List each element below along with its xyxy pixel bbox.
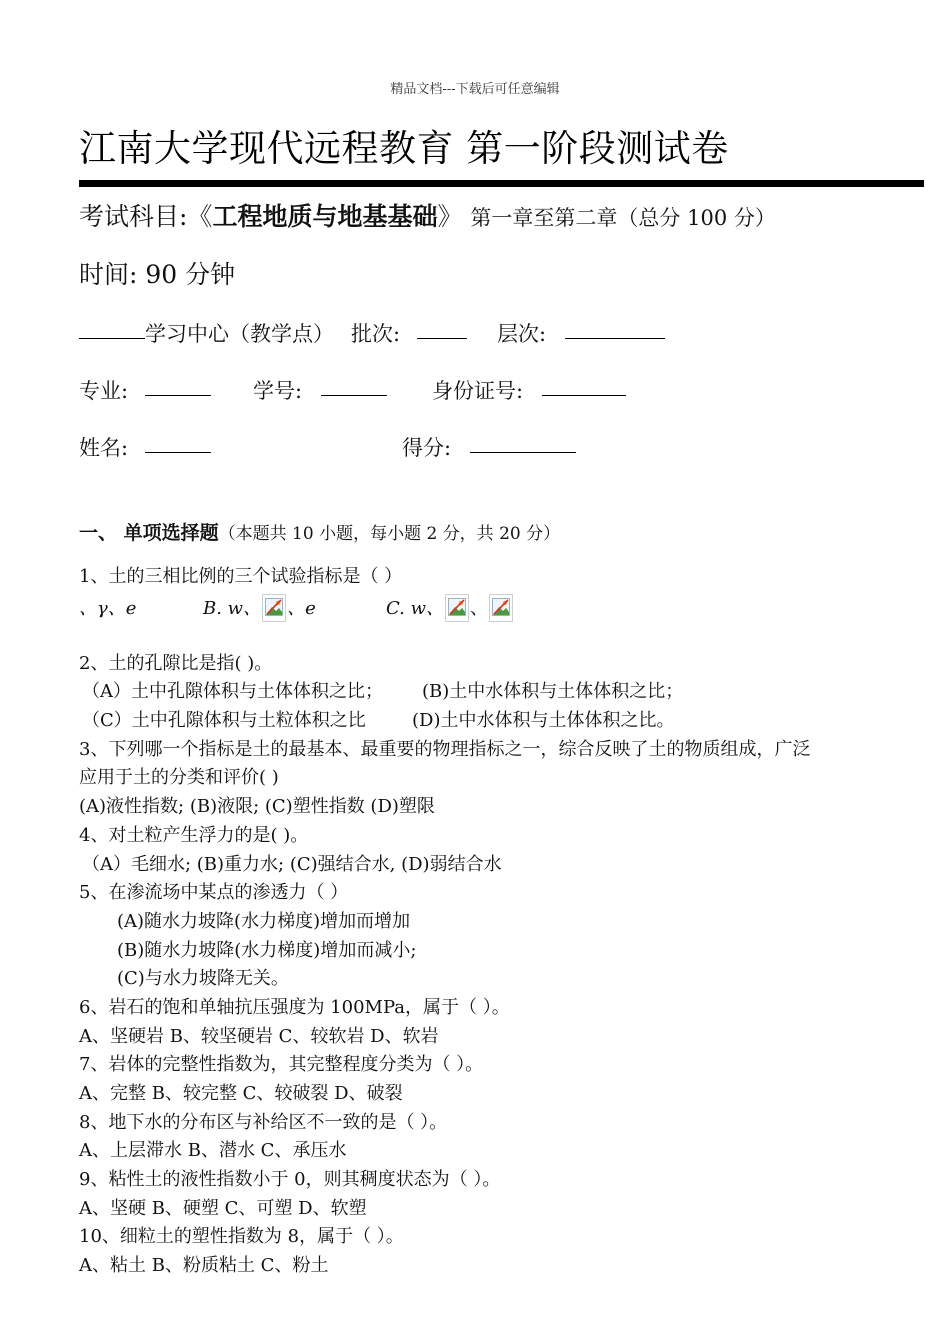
broken-image-icon	[262, 594, 286, 622]
level-label: 层次:	[497, 322, 547, 346]
center-field	[79, 318, 334, 348]
q2-option-d: (D)土中水体积与土体体积之比。	[412, 710, 675, 731]
question-4: 4、对土粒产生浮力的是( )。	[79, 825, 309, 846]
q1-option-b-prefix: B. w、	[203, 598, 262, 619]
score-blank[interactable]	[470, 451, 576, 453]
question-8: 8、地下水的分布区与补给区不一致的是（ ）。	[79, 1112, 448, 1133]
question-2: 2、土的孔隙比是指( )。	[79, 653, 273, 674]
score-label: 得分:	[402, 436, 452, 460]
id-card-label: 身份证号:	[432, 379, 524, 403]
q1-option-b-suffix: 、e	[287, 598, 316, 619]
id-card-blank[interactable]	[542, 394, 626, 396]
major-field	[79, 375, 211, 405]
watermark-text: 精品文档---下载后可任意编辑	[390, 82, 560, 97]
section-title: 一、 单项选择题	[79, 522, 219, 544]
q1-option-c	[386, 594, 514, 622]
exam-subject	[79, 197, 776, 233]
major-blank[interactable]	[145, 394, 211, 396]
question-4-options: （A）毛细水; (B)重力水; (C)强结合水, (D)弱结合水	[82, 854, 502, 875]
center-label: 学习中心（教学点）	[145, 322, 334, 346]
id-card-field	[432, 375, 626, 405]
question-6: 6、岩石的饱和单轴抗压强度为 100MPa，属于（ ）。	[79, 997, 510, 1018]
q1-option-b	[203, 594, 316, 622]
q5-option-a: (A)随水力坡降(水力梯度)增加而增加	[117, 911, 411, 932]
q2-option-b: (B)土中水体积与土体体积之比；	[422, 681, 684, 702]
level-field	[497, 318, 665, 348]
broken-image-icon	[445, 594, 469, 622]
student-id-blank[interactable]	[321, 394, 387, 396]
question-1-options	[79, 594, 136, 620]
question-3-line-1: 3、下列哪一个指标是土的最基本、最重要的物理指标之一，综合反映了土的物质组成，广泛	[79, 739, 811, 760]
subject-book: 工程地质与地基基础	[212, 202, 438, 231]
name-field	[79, 432, 211, 462]
score-field	[402, 432, 576, 462]
question-7-options: A、完整 B、较完整 C、较破裂 D、破裂	[79, 1083, 403, 1104]
student-id-field	[253, 375, 387, 405]
question-8-options: A、上层滞水 B、潜水 C、承压水	[79, 1140, 347, 1161]
q1-option-a: 、γ、e	[79, 598, 137, 619]
question-3-line-2: 应用于土的分类和评价( )	[79, 767, 279, 788]
question-10-options: A、粘土 B、粉质粘土 C、粉土	[79, 1255, 329, 1276]
q1-option-c-prefix: C. w、	[386, 598, 444, 619]
question-1: 1、土的三相比例的三个试验指标是（ ）	[79, 566, 403, 587]
q5-option-b: (B)随水力坡降(水力梯度)增加而减小;	[117, 940, 417, 961]
question-9-options: A、坚硬 B、硬塑 C、可塑 D、软塑	[79, 1198, 367, 1219]
exam-time: 时间: 90 分钟	[79, 260, 236, 289]
batch-blank[interactable]	[417, 337, 467, 339]
level-blank[interactable]	[565, 337, 665, 339]
section-note: （本题共 10 小题，每小题 2 分，共 20 分）	[218, 524, 561, 544]
question-7: 7、岩体的完整性指数为，其完整程度分类为（ ）。	[79, 1054, 484, 1075]
major-label: 专业:	[79, 379, 129, 403]
subject-suffix: 》	[437, 202, 463, 231]
question-10: 10、细粒土的塑性指数为 8，属于（ ）。	[79, 1226, 404, 1247]
batch-label: 批次:	[351, 322, 401, 346]
subject-prefix: 考试科目:《	[79, 202, 213, 231]
title-divider	[79, 180, 924, 187]
q2-option-c: （C）土中孔隙体积与土粒体积之比	[82, 710, 366, 731]
question-9: 9、粘性土的液性指数小于 0，则其稠度状态为（ ）。	[79, 1169, 501, 1190]
batch-field	[351, 318, 467, 348]
student-id-label: 学号:	[253, 379, 303, 403]
q2-option-a: （A）土中孔隙体积与土体体积之比；	[82, 681, 383, 702]
q5-option-c: (C)与水力坡降无关。	[117, 968, 289, 989]
name-blank[interactable]	[145, 451, 211, 453]
question-6-options: A、坚硬岩 B、较坚硬岩 C、较软岩 D、软岩	[79, 1026, 439, 1047]
subject-scope: 第一章至第二章（总分 100 分）	[470, 206, 776, 230]
center-blank[interactable]	[79, 337, 145, 339]
q1-option-c-sep: 、	[469, 598, 488, 619]
name-label: 姓名:	[79, 436, 129, 460]
question-5: 5、在渗流场中某点的渗透力（ ）	[79, 882, 349, 903]
page-title: 江南大学现代远程教育 第一阶段测试卷	[79, 127, 729, 170]
broken-image-icon	[489, 594, 513, 622]
question-3-options: (A)液性指数; (B)液限; (C)塑性指数 (D)塑限	[79, 796, 435, 817]
section-heading	[79, 518, 560, 545]
